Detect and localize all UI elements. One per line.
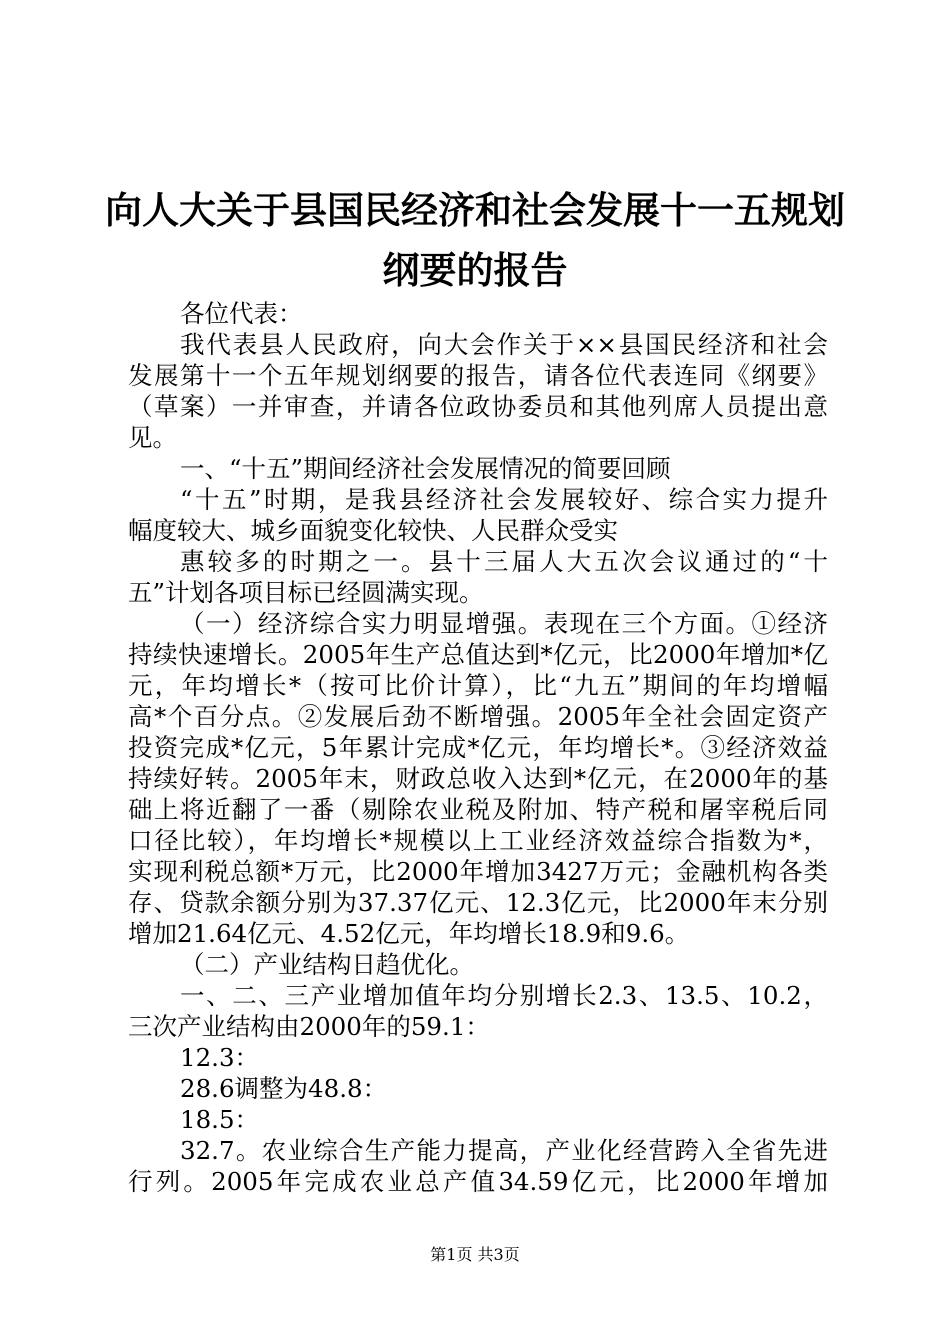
- paragraph-line: 惠较多的时期之一。县十三届人大五次会议通过的“十: [180, 547, 828, 576]
- paragraph-line: 一、二、三产业增加值年均分别增长2.3、13.5、10.2，: [180, 981, 828, 1010]
- paragraph-line: 发展第十一个五年规划纲要的报告，请各位代表连同《纲要》: [128, 361, 828, 390]
- paragraph-line: 幅度较大、城乡面貌变化较快、人民群众受实: [128, 516, 618, 545]
- section-heading: （二）产业结构日趋优化。: [180, 950, 474, 979]
- paragraph-line: 实现利税总额*万元，比2000年增加3427万元；金融机构各类: [128, 857, 828, 886]
- paragraph-line: 三次产业结构由2000年的59.1：: [128, 1012, 490, 1041]
- paragraph-line: 高*个百分点。②发展后劲不断增强。2005年全社会固定资产: [128, 702, 828, 731]
- paragraph-line: 18.5：: [180, 1105, 260, 1134]
- paragraph-line: 投资完成*亿元，5年累计完成*亿元，年均增长*。③经济效益: [128, 733, 828, 762]
- paragraph-line: 持续快速增长。2005年生产总值达到*亿元，比2000年增加*亿: [128, 640, 828, 669]
- paragraph-line: 元，年均增长*（按可比价计算），比“九五”期间的年均增幅: [128, 671, 828, 700]
- document-title-line-2: 纲要的报告: [382, 248, 568, 292]
- paragraph-line: 我代表县人民政府，向大会作关于××县国民经济和社会: [180, 330, 828, 359]
- salutation: 各位代表：: [180, 299, 303, 328]
- paragraph-line: 增加21.64亿元、4.52亿元，年均增长18.9和9.6。: [128, 919, 690, 948]
- paragraph-line: 见。: [128, 423, 177, 452]
- paragraph-line: 持续好转。2005年末，财政总收入达到*亿元，在2000年的基: [128, 764, 828, 793]
- section-heading: 一、“十五”期间经济社会发展情况的简要回顾: [180, 454, 671, 483]
- paragraph-line: （草案）一并审查，并请各位政协委员和其他列席人员提出意: [128, 392, 828, 421]
- paragraph-line: 存、贷款余额分别为37.37亿元、12.3亿元，比2000年末分别: [128, 888, 828, 917]
- paragraph-line: 础上将近翻了一番（剔除农业税及附加、特产税和屠宰税后同: [128, 795, 828, 824]
- document-title-line-1: 向人大关于县国民经济和社会发展十一五规划: [105, 188, 845, 232]
- paragraph-line: 口径比较），年均增长*规模以上工业经济效益综合指数为*，: [128, 826, 828, 855]
- paragraph-line: 12.3：: [180, 1043, 260, 1072]
- paragraph-line: 五”计划各项目标已经圆满实现。: [128, 578, 484, 607]
- page-footer: 第1页 共3页: [430, 1245, 520, 1264]
- paragraph-line: 32.7。农业综合生产能力提高，产业化经营跨入全省先进: [180, 1136, 828, 1165]
- paragraph-line: （一）经济综合实力明显增强。表现在三个方面。①经济: [180, 609, 828, 638]
- paragraph-line: 行列。2005年完成农业总产值34.59亿元，比2000年增加: [128, 1167, 828, 1196]
- paragraph-line: 28.6调整为48.8：: [180, 1074, 388, 1103]
- paragraph-line: “十五”时期，是我县经济社会发展较好、综合实力提升: [180, 485, 828, 514]
